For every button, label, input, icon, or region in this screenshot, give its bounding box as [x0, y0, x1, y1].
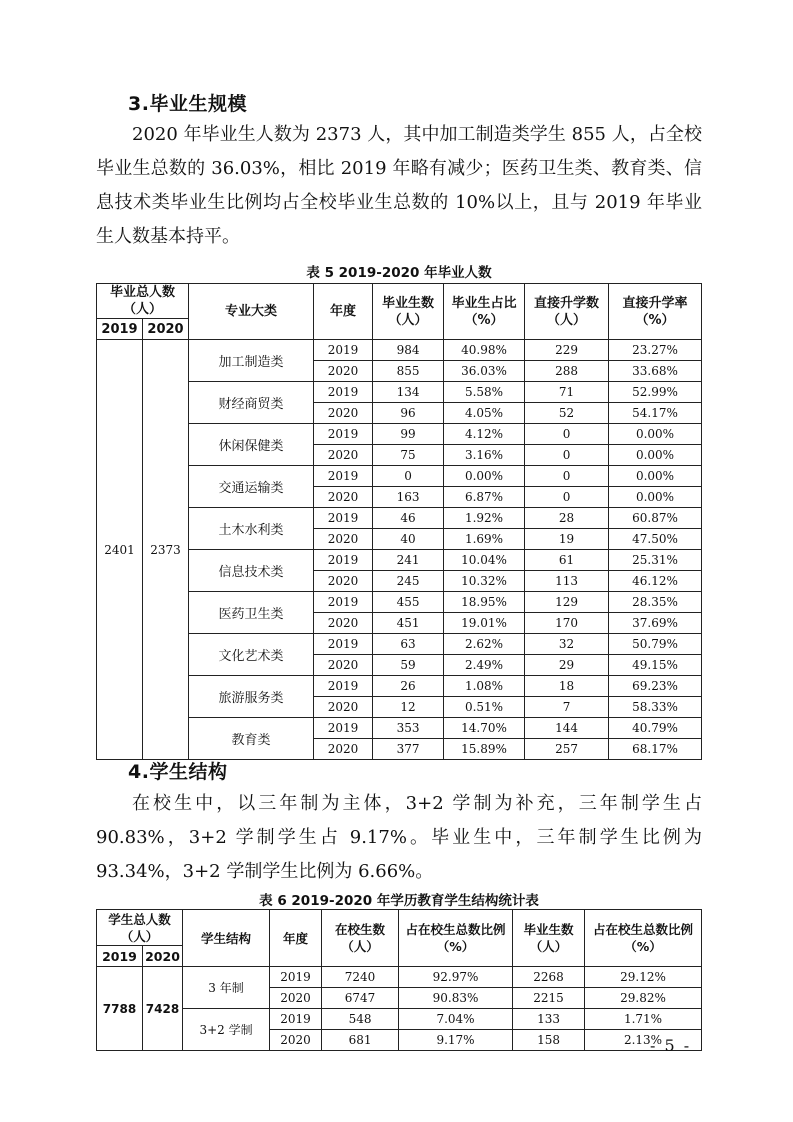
header-ratio: 毕业生占比（%）: [444, 284, 525, 340]
year-cell: 2019: [270, 1009, 322, 1030]
major-cell: 旅游服务类: [189, 676, 314, 718]
further-cell: 288: [525, 361, 609, 382]
further-cell: 19: [525, 529, 609, 550]
year-cell: 2020: [314, 529, 373, 550]
major-cell: 财经商贸类: [189, 382, 314, 424]
further-rate-cell: 50.79%: [609, 634, 702, 655]
year-cell: 2020: [270, 1030, 322, 1051]
ratio-cell: 1.69%: [444, 529, 525, 550]
grads-cell: 455: [373, 592, 444, 613]
header-total-2020: 2020: [143, 319, 189, 340]
further-rate-cell: 60.87%: [609, 508, 702, 529]
enrolled-ratio-cell: 9.17%: [399, 1030, 513, 1051]
header-grads-ratio: 占在校生总数比例（%）: [585, 910, 702, 967]
ratio-cell: 10.32%: [444, 571, 525, 592]
further-rate-cell: 52.99%: [609, 382, 702, 403]
header-total: 毕业总人数（人）: [97, 284, 189, 319]
further-cell: 52: [525, 403, 609, 424]
ratio-cell: 14.70%: [444, 718, 525, 739]
year-cell: 2020: [314, 361, 373, 382]
section-3-heading: 3.毕业生规模: [128, 93, 247, 115]
year-cell: 2020: [270, 988, 322, 1009]
further-rate-cell: 37.69%: [609, 613, 702, 634]
section-4-paragraph: 在校生中，以三年制为主体，3+2 学制为补充，三年制学生占 90.83%，3+2 学制学生占 9.17%。毕业生中，三年制学生比例为 93.34%，3+2 学制学生比例为 6.66%。: [96, 793, 702, 882]
year-cell: 2019: [314, 550, 373, 571]
ratio-cell: 10.04%: [444, 550, 525, 571]
grads-ratio-cell: 2.13%: [585, 1030, 702, 1051]
header-enrolled-ratio: 占在校生总数比例（%）: [399, 910, 513, 967]
year-cell: 2019: [314, 424, 373, 445]
grads-ratio-cell: 1.71%: [585, 1009, 702, 1030]
header-further-rate: 直接升学率（%）: [609, 284, 702, 340]
year-cell: 2019: [314, 340, 373, 361]
year-cell: 2020: [314, 697, 373, 718]
header-grads: 毕业生数（人）: [373, 284, 444, 340]
table-6-body: [97, 967, 702, 1051]
further-cell: 170: [525, 613, 609, 634]
grads-cell: 241: [373, 550, 444, 571]
year-cell: 2020: [314, 487, 373, 508]
further-rate-cell: 0.00%: [609, 487, 702, 508]
further-rate-cell: 23.27%: [609, 340, 702, 361]
grads-cell: 353: [373, 718, 444, 739]
header-structure: 学生结构: [183, 910, 270, 967]
further-rate-cell: 33.68%: [609, 361, 702, 382]
grads-cell: 245: [373, 571, 444, 592]
table-6-structure: [96, 909, 702, 1051]
further-rate-cell: 28.35%: [609, 592, 702, 613]
page-number: - 5 -: [650, 1036, 692, 1055]
header-total-2019: 2019: [97, 319, 143, 340]
grads-cell: 451: [373, 613, 444, 634]
further-cell: 32: [525, 634, 609, 655]
further-rate-cell: 40.79%: [609, 718, 702, 739]
grads-cell: 377: [373, 739, 444, 760]
enrolled-ratio-cell: 7.04%: [399, 1009, 513, 1030]
header-further: 直接升学数（人）: [525, 284, 609, 340]
total-2020-cell: 2373: [143, 340, 189, 760]
table-5-graduates: [96, 283, 702, 760]
table-5-caption: 表 5 2019-2020 年毕业人数: [306, 265, 492, 281]
grads-cell: 158: [513, 1030, 585, 1051]
table-6-caption: 表 6 2019-2020 年学历教育学生结构统计表: [259, 893, 539, 909]
year-cell: 2020: [314, 739, 373, 760]
further-cell: 28: [525, 508, 609, 529]
year-cell: 2020: [314, 571, 373, 592]
ratio-cell: 5.58%: [444, 382, 525, 403]
further-cell: 257: [525, 739, 609, 760]
year-cell: 2019: [314, 466, 373, 487]
table-row: [97, 967, 702, 988]
further-rate-cell: 0.00%: [609, 424, 702, 445]
further-cell: 129: [525, 592, 609, 613]
year-cell: 2020: [314, 445, 373, 466]
section-4-heading: 4.学生结构: [128, 761, 228, 783]
total-2019-cell: 2401: [97, 340, 143, 760]
table-row: [97, 340, 702, 361]
major-cell: 文化艺术类: [189, 634, 314, 676]
grads-cell: 99: [373, 424, 444, 445]
ratio-cell: 2.49%: [444, 655, 525, 676]
ratio-cell: 0.51%: [444, 697, 525, 718]
enrolled-cell: 6747: [322, 988, 399, 1009]
ratio-cell: 15.89%: [444, 739, 525, 760]
major-cell: 休闲保健类: [189, 424, 314, 466]
major-cell: 加工制造类: [189, 340, 314, 382]
grads-cell: 163: [373, 487, 444, 508]
grads-cell: 2268: [513, 967, 585, 988]
header-total: 学生总人数（人）: [97, 910, 183, 946]
grads-cell: 984: [373, 340, 444, 361]
further-rate-cell: 0.00%: [609, 466, 702, 487]
enrolled-ratio-cell: 90.83%: [399, 988, 513, 1009]
year-cell: 2019: [270, 967, 322, 988]
grads-cell: 59: [373, 655, 444, 676]
enrolled-cell: 548: [322, 1009, 399, 1030]
major-cell: 土木水利类: [189, 508, 314, 550]
further-cell: 29: [525, 655, 609, 676]
further-cell: 61: [525, 550, 609, 571]
year-cell: 2020: [314, 655, 373, 676]
further-cell: 18: [525, 676, 609, 697]
further-cell: 7: [525, 697, 609, 718]
ratio-cell: 1.08%: [444, 676, 525, 697]
year-cell: 2020: [314, 613, 373, 634]
structure-cell: 3 年制: [183, 967, 270, 1009]
ratio-cell: 1.92%: [444, 508, 525, 529]
grads-cell: 134: [373, 382, 444, 403]
header-year: 年度: [314, 284, 373, 340]
grads-cell: 26: [373, 676, 444, 697]
year-cell: 2019: [314, 592, 373, 613]
enrolled-cell: 681: [322, 1030, 399, 1051]
enrolled-ratio-cell: 92.97%: [399, 967, 513, 988]
further-cell: 0: [525, 424, 609, 445]
further-rate-cell: 25.31%: [609, 550, 702, 571]
ratio-cell: 3.16%: [444, 445, 525, 466]
further-rate-cell: 0.00%: [609, 445, 702, 466]
grads-cell: 46: [373, 508, 444, 529]
grads-cell: 2215: [513, 988, 585, 1009]
further-cell: 0: [525, 466, 609, 487]
year-cell: 2019: [314, 718, 373, 739]
ratio-cell: 6.87%: [444, 487, 525, 508]
further-cell: 113: [525, 571, 609, 592]
structure-cell: 3+2 学制: [183, 1009, 270, 1051]
further-cell: 0: [525, 445, 609, 466]
grads-cell: 133: [513, 1009, 585, 1030]
major-cell: 教育类: [189, 718, 314, 760]
header-major: 专业大类: [189, 284, 314, 340]
enrolled-cell: 7240: [322, 967, 399, 988]
grads-cell: 75: [373, 445, 444, 466]
ratio-cell: 2.62%: [444, 634, 525, 655]
grads-cell: 0: [373, 466, 444, 487]
grads-cell: 96: [373, 403, 444, 424]
ratio-cell: 19.01%: [444, 613, 525, 634]
further-rate-cell: 49.15%: [609, 655, 702, 676]
grads-ratio-cell: 29.82%: [585, 988, 702, 1009]
further-rate-cell: 68.17%: [609, 739, 702, 760]
year-cell: 2019: [314, 634, 373, 655]
year-cell: 2019: [314, 382, 373, 403]
total-2020-cell: 7428: [143, 967, 183, 1051]
further-rate-cell: 46.12%: [609, 571, 702, 592]
further-cell: 0: [525, 487, 609, 508]
header-grads: 毕业生数（人）: [513, 910, 585, 967]
major-cell: 医药卫生类: [189, 592, 314, 634]
year-cell: 2019: [314, 508, 373, 529]
ratio-cell: 18.95%: [444, 592, 525, 613]
grads-ratio-cell: 29.12%: [585, 967, 702, 988]
grads-cell: 12: [373, 697, 444, 718]
ratio-cell: 36.03%: [444, 361, 525, 382]
header-total-2019: 2019: [97, 946, 143, 967]
ratio-cell: 40.98%: [444, 340, 525, 361]
major-cell: 交通运输类: [189, 466, 314, 508]
year-cell: 2020: [314, 403, 373, 424]
further-cell: 229: [525, 340, 609, 361]
further-rate-cell: 47.50%: [609, 529, 702, 550]
further-rate-cell: 54.17%: [609, 403, 702, 424]
header-total-2020: 2020: [143, 946, 183, 967]
table-row: [97, 1009, 702, 1030]
further-rate-cell: 69.23%: [609, 676, 702, 697]
further-cell: 144: [525, 718, 609, 739]
ratio-cell: 0.00%: [444, 466, 525, 487]
header-year: 年度: [270, 910, 322, 967]
grads-cell: 63: [373, 634, 444, 655]
table-5-body: [97, 340, 702, 760]
grads-cell: 855: [373, 361, 444, 382]
further-cell: 71: [525, 382, 609, 403]
total-2019-cell: 7788: [97, 967, 143, 1051]
ratio-cell: 4.12%: [444, 424, 525, 445]
grads-cell: 40: [373, 529, 444, 550]
year-cell: 2019: [314, 676, 373, 697]
section-3-paragraph: 2020 年毕业生人数为 2373 人，其中加工制造类学生 855 人，占全校毕业生总数的 36.03%，相比 2019 年略有减少；医药卫生类、教育类、信息技术类毕业生比例均占全校毕业生总数的 10%以上，且与 2019 年毕业生人数基本持平。: [96, 124, 702, 247]
header-enrolled: 在校生数（人）: [322, 910, 399, 967]
further-rate-cell: 58.33%: [609, 697, 702, 718]
ratio-cell: 4.05%: [444, 403, 525, 424]
major-cell: 信息技术类: [189, 550, 314, 592]
